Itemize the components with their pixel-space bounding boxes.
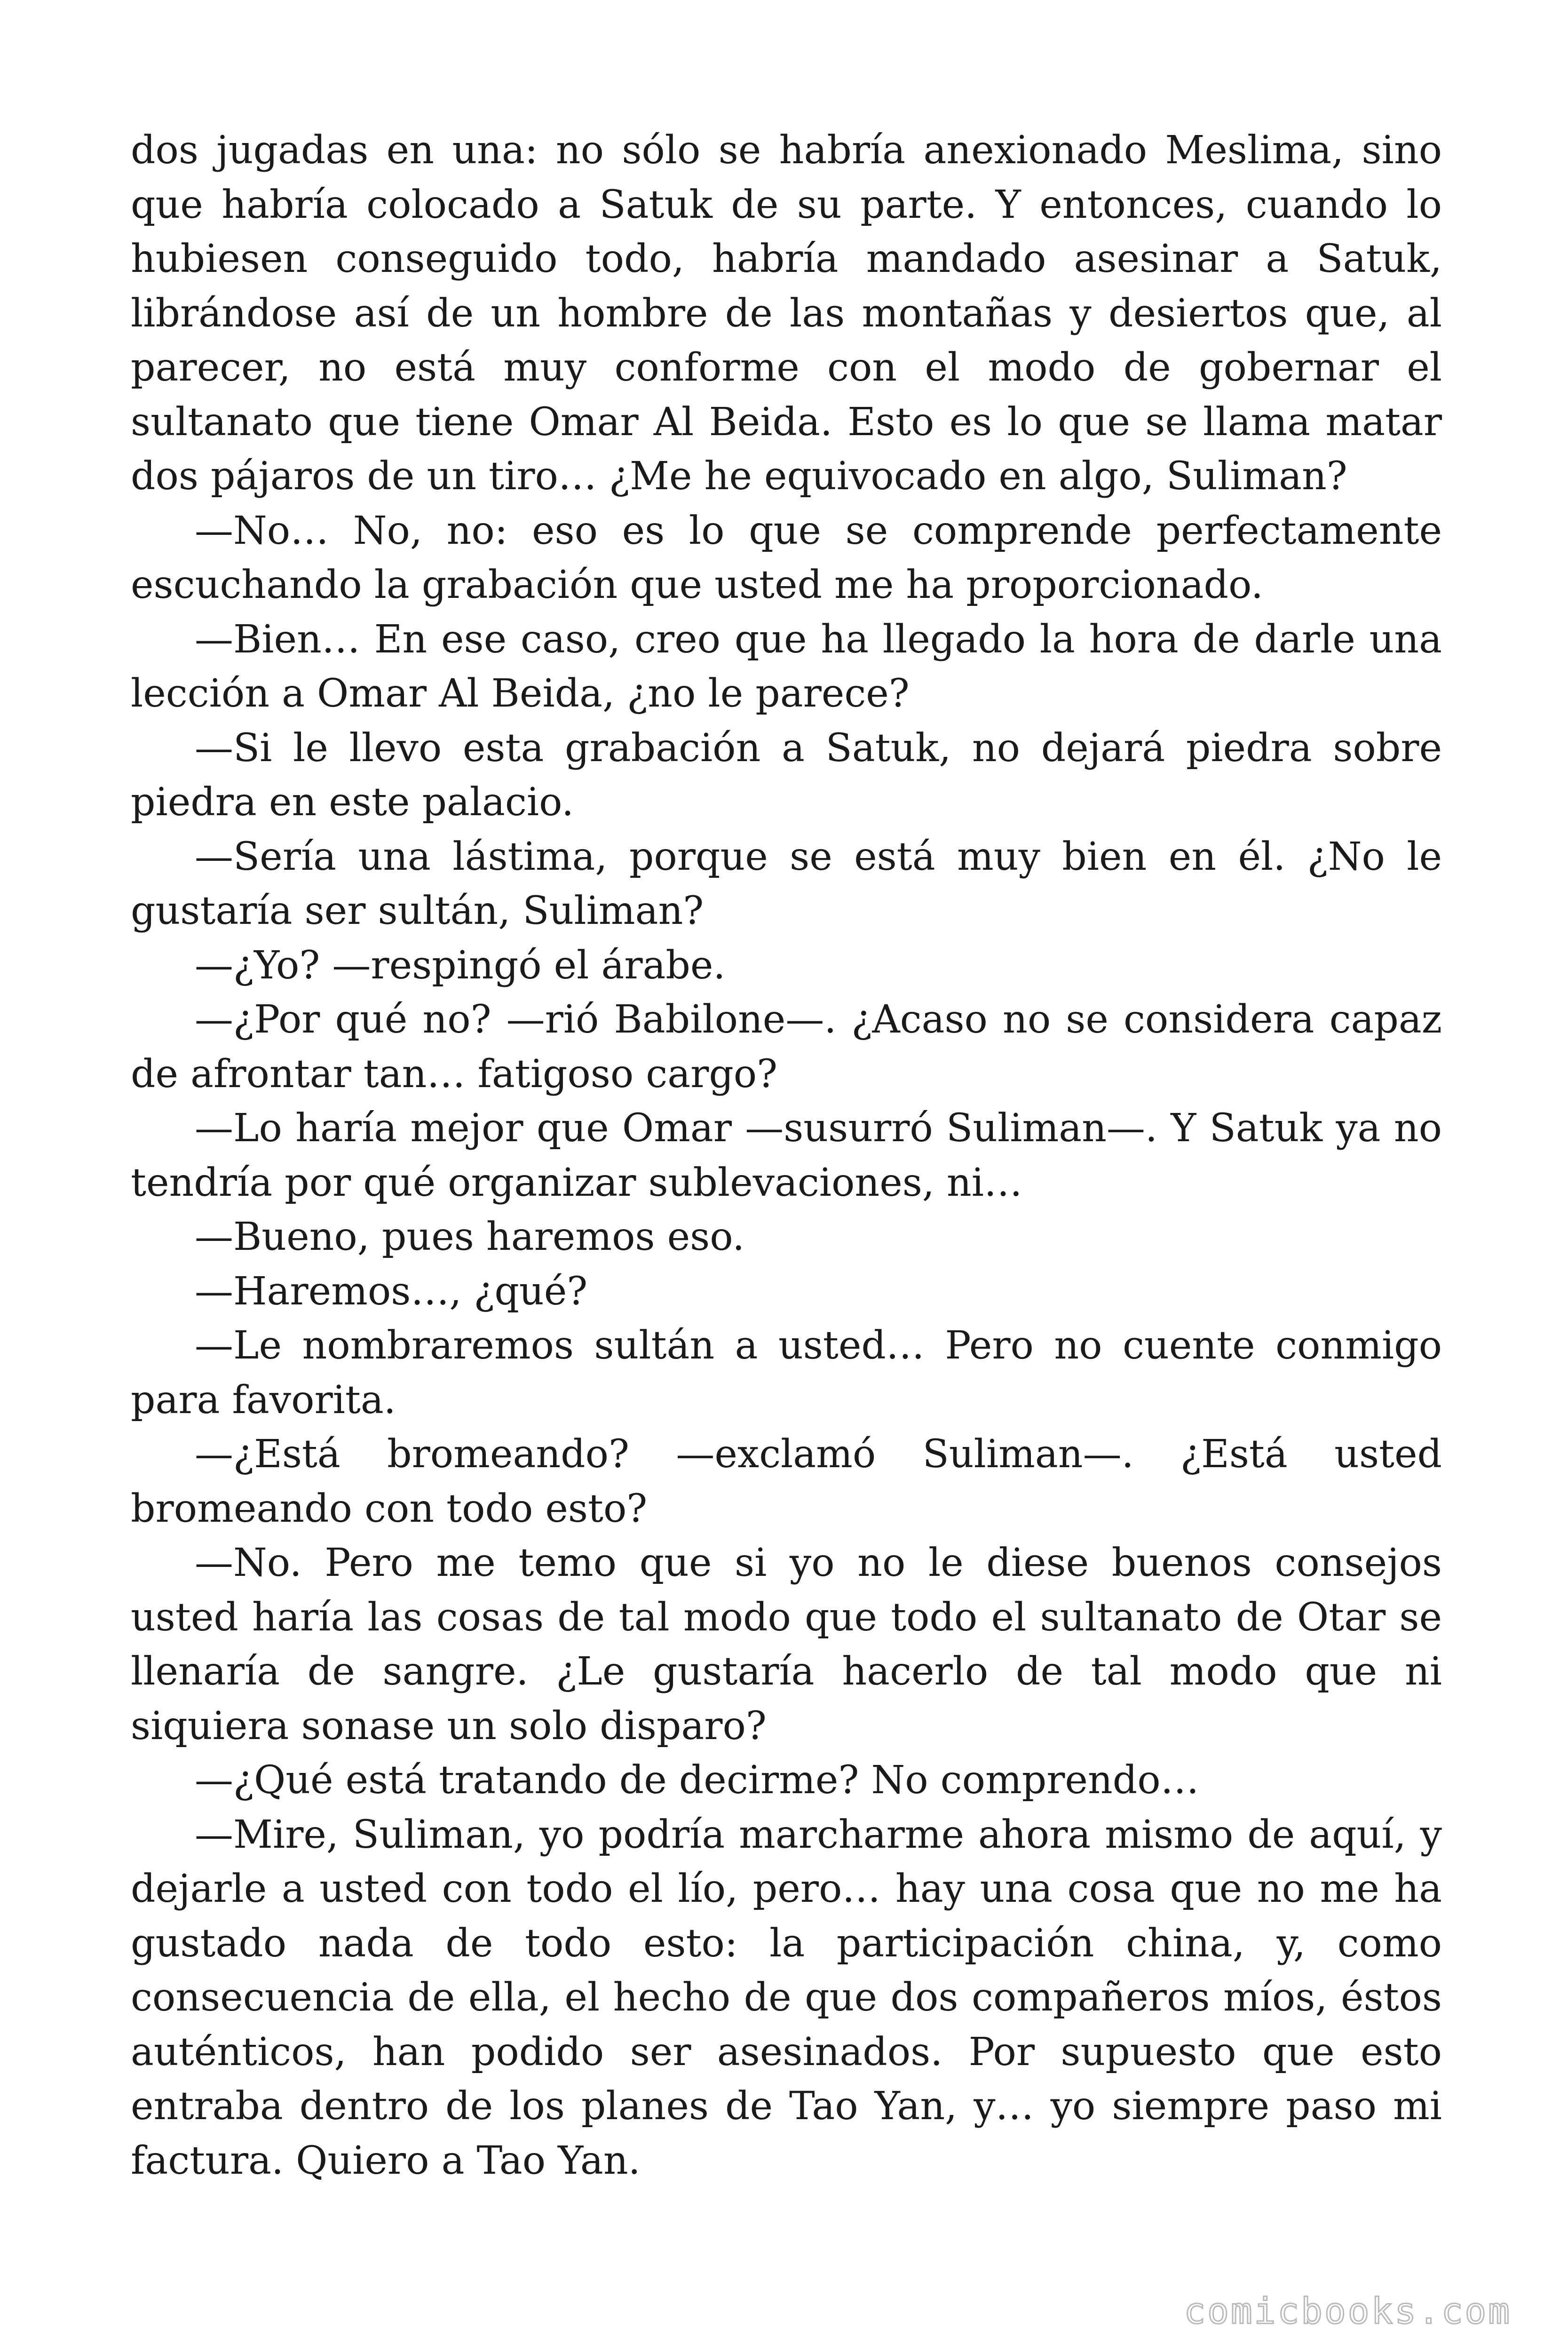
- paragraph: —Mire, Suliman, yo podría marcharme ahora mismo de aquí, y dejarle a usted con todo el lío, pero… hay una cosa que no me ha gustado nada de todo esto: la participación china, y, como consecuencia de ella, el hecho de que dos compañeros míos, éstos auténticos, han podido ser asesinados. Por supuesto que esto entraba dentro de los planes de Tao Yan, y… yo siempre paso mi factura. Quiero a Tao Yan.: [131, 1812, 1442, 2183]
- paragraph: —¿Yo? —respingó el árabe.: [195, 943, 726, 988]
- paragraph: —Si le llevo esta grabación a Satuk, no dejará piedra sobre piedra en este palacio.: [131, 725, 1442, 825]
- watermark: comicbooks.com: [1184, 2290, 1512, 2332]
- paragraph: —No… No, no: eso es lo que se comprende perfectamente escuchando la grabación que usted me ha proporcionado.: [131, 508, 1442, 607]
- paragraph: —¿Está bromeando? —exclamó Suliman—. ¿Está usted bromeando con todo esto?: [131, 1432, 1442, 1531]
- paragraph: —Haremos…, ¿qué?: [195, 1269, 588, 1314]
- paragraph: —¿Qué está tratando de decirme? No comprendo…: [195, 1758, 1199, 1803]
- paragraph: —Lo haría mejor que Omar —susurró Suliman—. Y Satuk ya no tendría por qué organizar sublevaciones, ni…: [131, 1106, 1442, 1205]
- paragraph: —Bueno, pues haremos eso.: [195, 1215, 745, 1259]
- paragraph: —¿Por qué no? —rió Babilone—. ¿Acaso no se considera capaz de afrontar tan… fatigoso cargo?: [131, 997, 1442, 1097]
- paragraph: dos jugadas en una: no sólo se habría anexionado Meslima, sino que habría colocado a Satuk de su parte. Y entonces, cuando lo hubiesen conseguido todo, habría mandado asesinar a Satuk, librándose así de un hombre de las montañas y desiertos que, al parecer, no está muy conforme con el modo de gobernar el sultanato que tiene Omar Al Beida. Esto es lo que se llama matar dos pájaros de un tiro… ¿Me he equivocado en algo, Suliman?: [131, 128, 1442, 499]
- paragraph: —Le nombraremos sultán a usted… Pero no cuente conmigo para favorita.: [131, 1323, 1442, 1422]
- paragraph: —Bien… En ese caso, creo que ha llegado la hora de darle una lección a Omar Al Beida, ¿no le parece?: [131, 617, 1442, 716]
- paragraph: —No. Pero me temo que si yo no le diese buenos consejos usted haría las cosas de tal modo que todo el sultanato de Otar se llenaría de sangre. ¿Le gustaría hacerlo de tal modo que ni siquiera sonase un solo disparo?: [131, 1541, 1442, 1748]
- paragraph: —Sería una lástima, porque se está muy bien en él. ¿No le gustaría ser sultán, Suliman?: [131, 834, 1442, 933]
- page-text: [131, 123, 1442, 2188]
